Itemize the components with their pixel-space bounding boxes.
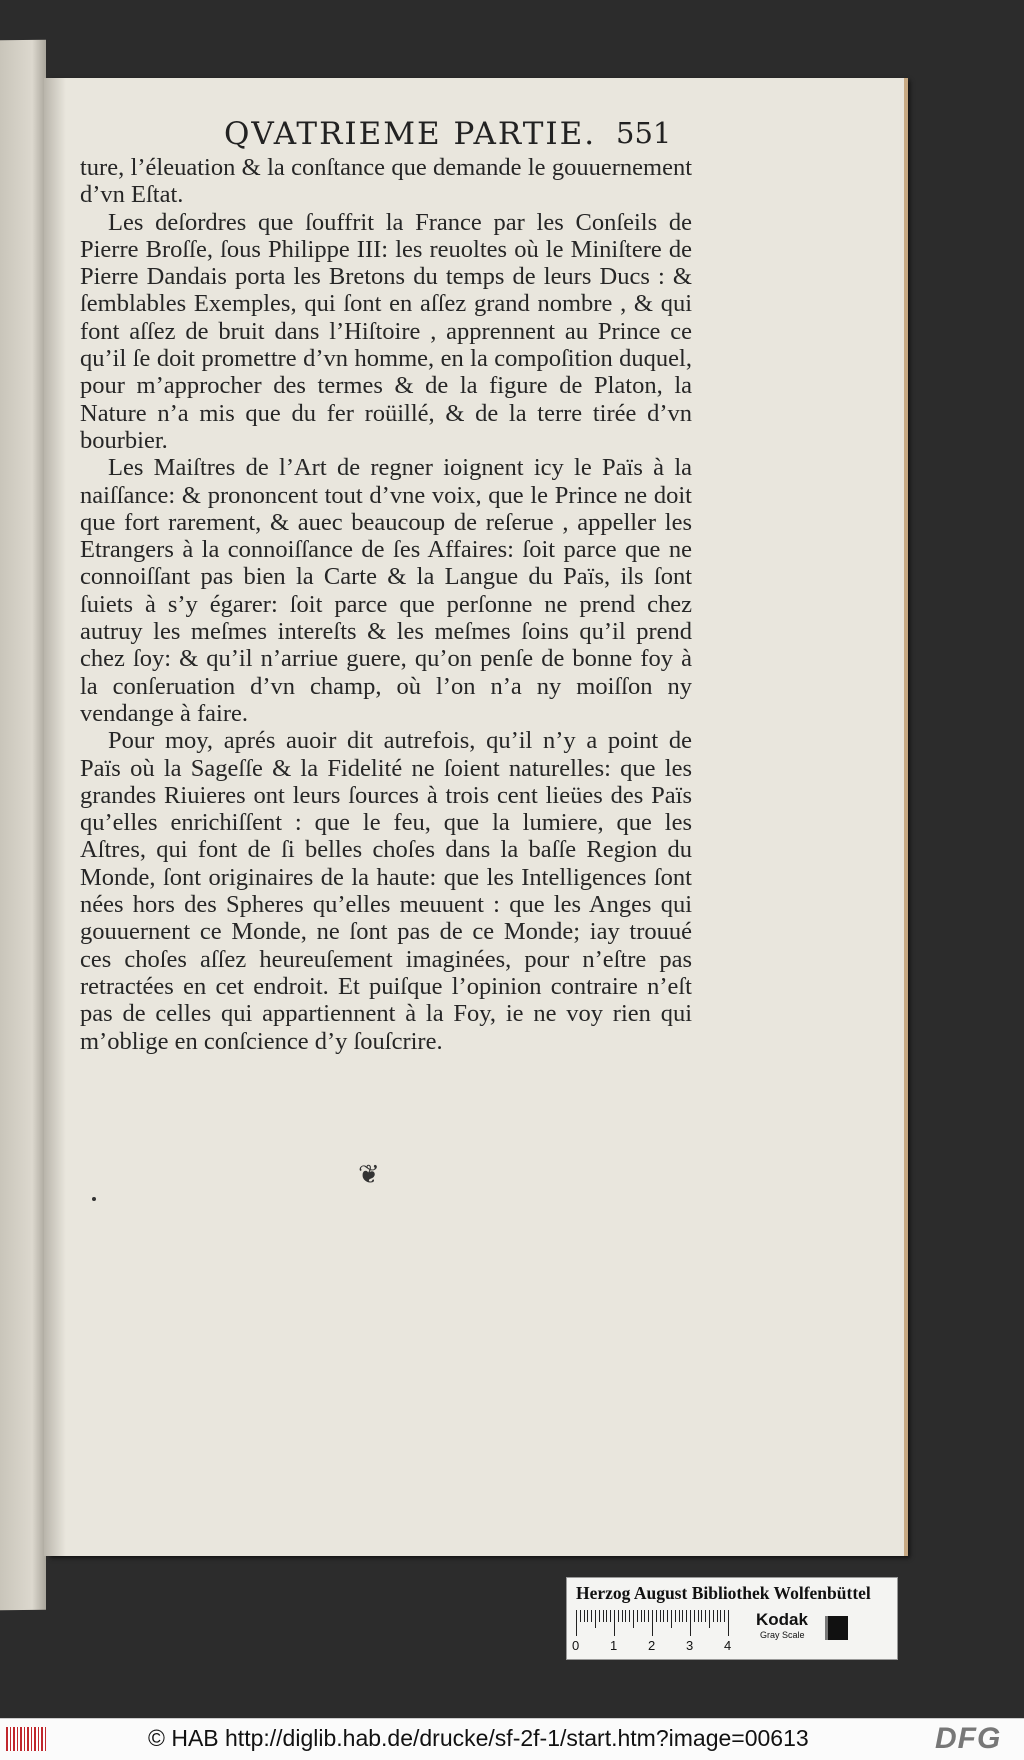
page-number: 551 <box>616 116 672 150</box>
kodak-logo: Kodak <box>756 1610 808 1629</box>
ruler-tick <box>584 1610 585 1622</box>
ruler-tick <box>622 1610 623 1622</box>
ruler-tick <box>667 1610 668 1622</box>
ruler-tick <box>728 1610 729 1636</box>
ruler-tick <box>671 1610 672 1628</box>
ruler-tick <box>591 1610 592 1622</box>
ruler-tick <box>618 1610 619 1622</box>
page-gutter <box>44 78 66 1556</box>
ruler-tick <box>587 1610 588 1622</box>
ruler-number: 1 <box>610 1638 618 1653</box>
ruler-tick <box>713 1610 714 1622</box>
running-head <box>0 116 1024 156</box>
ruler-tick <box>686 1610 687 1622</box>
previous-page-edge <box>0 40 46 1610</box>
ruler-tick <box>606 1610 607 1622</box>
ruler-tick <box>580 1610 581 1622</box>
ruler-numbers <box>572 1638 742 1654</box>
ruler-tick <box>595 1610 596 1628</box>
ruler-tick <box>682 1610 683 1622</box>
paragraph-2: Les deſordres que ſouffrit la France par les Conſeils de Pierre Broſſe, ſous Philippe III: les reuoltes où le Miniſtere de Pierre Dandais porta les Bretons du temps de leurs Ducs : & ſemblables Exemples, qui ſont en aſſez grand nombre , & qui font aſſez de bruit dans l’Hiſtoire , apprennent au Prince ce qu’il ſe doit promettre d’vn homme, en la compoſition duquel, pour m’approcher des termes & de la figure de Platon, la Nature n’a mis que du fer roüillé, & de la terre tirée d’vn bourbier. <box>80 208 692 454</box>
ruler-number: 2 <box>648 1638 656 1653</box>
ruler-tick <box>629 1610 630 1622</box>
ruler-tick <box>679 1610 680 1622</box>
ruler-tick <box>663 1610 664 1622</box>
ink-dot <box>92 1197 96 1201</box>
footer-bar <box>0 1718 1024 1760</box>
ruler-tick <box>614 1610 615 1636</box>
ruler-tick <box>709 1610 710 1628</box>
ruler-tick <box>698 1610 699 1622</box>
ruler-tick <box>652 1610 653 1636</box>
ruler-tick <box>576 1610 577 1636</box>
paragraph-1: ture, l’éleuation & la conſtance que demande le gouuernement d’vn Eſtat. <box>80 154 692 209</box>
ruler-tick <box>675 1610 676 1622</box>
ruler-number: 4 <box>724 1638 732 1653</box>
paragraph-3: Les Maiſtres de l’Art de regner ioignent icy le Païs à la naiſſance: & prononcent tout d’vne voix, que le Prince ne doit que fort rarement, & auec beaucoup de reſerue , appeller les Etrangers à la connoiſſance de ſes Affaires: ſoit parce que ne connoiſſant pas bien la Carte & la Langue du Païs, ils ſont ſuiets à s’y égarer: ſoit parce que perſonne ne prend chez autruy les meſmes intereſts & les meſmes ſoins qu’il prend chez ſoy: & qu’il n’arriue guere, qu’on penſe de bonne foy à la conſeruation d’vn champ, où l’on n’a ny moiſſon ny vendange à faire. <box>80 454 692 727</box>
color-card <box>566 1577 898 1660</box>
ruler-tick <box>694 1610 695 1622</box>
ruler-tick <box>637 1610 638 1622</box>
ruler-tick <box>610 1610 611 1622</box>
ruler-tick <box>690 1610 691 1636</box>
ruler-tick <box>720 1610 721 1622</box>
ruler-tick <box>656 1610 657 1622</box>
body-text <box>80 154 692 1055</box>
ruler-tick <box>641 1610 642 1622</box>
ruler-tick <box>603 1610 604 1622</box>
ruler-tick <box>644 1610 645 1622</box>
ruler-tick <box>625 1610 626 1622</box>
ruler-tick <box>633 1610 634 1628</box>
ruler-tick <box>705 1610 706 1622</box>
barcode-icon <box>6 1727 46 1751</box>
ruler-tick <box>599 1610 600 1622</box>
ornament-icon: ❦ <box>358 1160 380 1190</box>
gray-swatch <box>825 1616 848 1640</box>
ruler-icon <box>576 1610 746 1636</box>
institution-name: Herzog August Bibliothek Wolfenbüttel <box>576 1583 871 1603</box>
ruler-number: 3 <box>686 1638 694 1653</box>
ruler-tick <box>660 1610 661 1622</box>
ruler-tick <box>648 1610 649 1622</box>
gray-scale-label: Gray Scale <box>760 1630 805 1640</box>
ruler-tick <box>717 1610 718 1622</box>
dfg-logo: DFG <box>935 1722 1002 1755</box>
ruler-tick <box>724 1610 725 1622</box>
paragraph-4: Pour moy, aprés auoir dit autrefois, qu’il n’y a point de Païs où la Sageſſe & la Fidelité ne ſoient naturelles: que les grandes Riuieres ont leurs ſources à trois cent lieües des Païs qu’elles enrichiſſent : que le feu, que la lumiere, que les Aſtres, qui font de ſi belles choſes dans la baſſe Region du Monde, ſont originaires de la haute: que les Intelligences ſont nées hors des Spheres qu’elles meuuent : que les Anges qui gouuernent ce Monde, ne ſont pas de ce Monde; iay trouué ces choſes aſſez heureuſement imaginées, pour n’eſtre pas retractées en cet endroit. Et puiſque l’opinion contraire n’eſt pas de celles qui appartiennent à la Foy, ie ne voy rien qui m’oblige en conſcience d’y ſouſcrire. <box>80 727 692 1055</box>
credit-link[interactable]: © HAB http://diglib.hab.de/drucke/sf-2f-1/start.htm?image=00613 <box>148 1725 809 1751</box>
running-head-title: QVATRIEME PARTIE. <box>224 116 597 152</box>
ruler-tick <box>701 1610 702 1622</box>
ruler-number: 0 <box>572 1638 580 1653</box>
